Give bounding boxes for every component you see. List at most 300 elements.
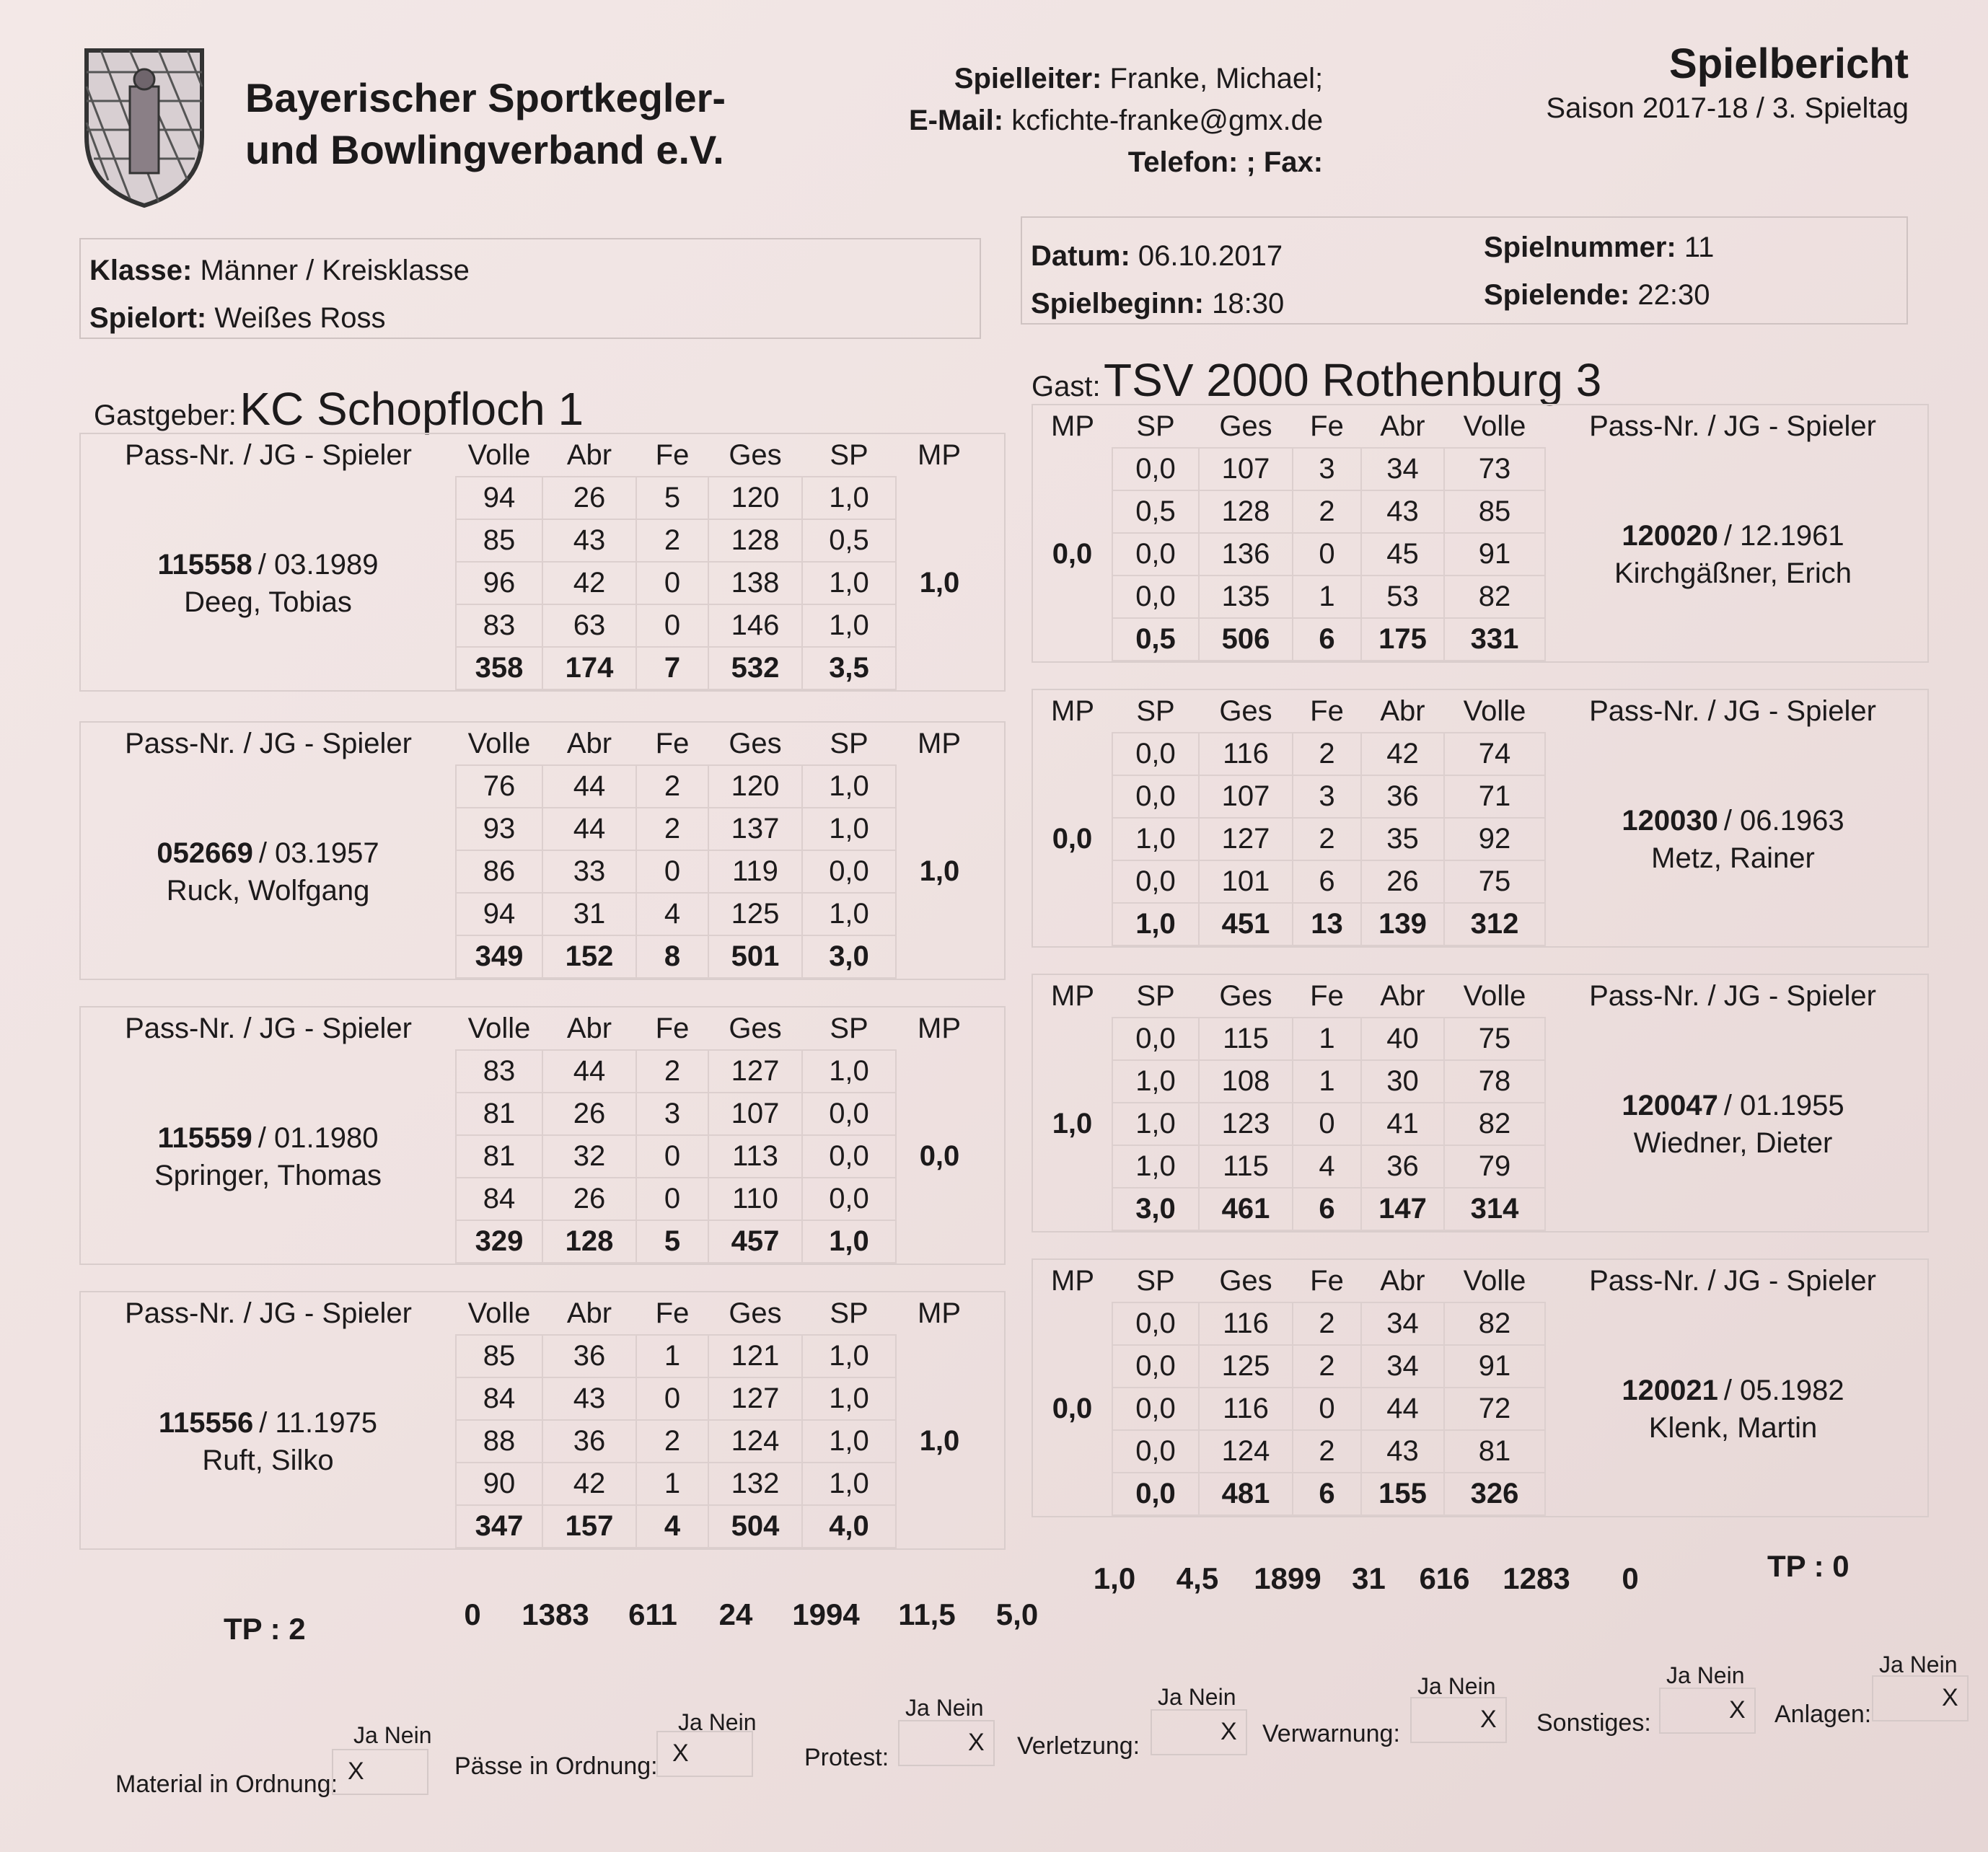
score-cell: 0,0 <box>1112 576 1199 618</box>
score-cell: 43 <box>542 519 636 562</box>
score-cell: 3,5 <box>802 647 896 689</box>
column-header: Fe <box>655 438 690 471</box>
score-cell: 4 <box>636 1505 708 1548</box>
score-cell: 127 <box>708 1377 802 1420</box>
home-player-block <box>79 721 1006 980</box>
score-cell: 33 <box>542 850 636 893</box>
pass-number: 120030 <box>1622 804 1718 837</box>
score-cell: 2 <box>636 808 708 850</box>
column-header: Ges <box>1219 1264 1272 1297</box>
score-cell: 4 <box>1293 1145 1361 1188</box>
nein-mark: X <box>672 1739 689 1767</box>
score-cell: 108 <box>1199 1060 1293 1103</box>
score-cell: 75 <box>1444 860 1545 903</box>
score-cell: 127 <box>708 1050 802 1093</box>
column-header: Abr <box>566 1297 612 1329</box>
score-cell: 1,0 <box>802 1220 896 1263</box>
column-header: MP <box>1051 695 1094 727</box>
score-cell: 124 <box>708 1420 802 1463</box>
spielleiter-value: Franke, Michael; <box>1109 63 1324 94</box>
total-value: 5,0 <box>995 1597 1039 1631</box>
score-cell: 1,0 <box>802 1377 896 1420</box>
column-header: MP <box>918 728 961 759</box>
score-cell: 457 <box>708 1220 802 1263</box>
score-cell: 119 <box>708 850 802 893</box>
yes-no-checkbox[interactable] <box>1410 1697 1507 1743</box>
score-cell: 26 <box>542 1178 636 1220</box>
pass-number: 115559 <box>157 1121 252 1154</box>
score-cell: 82 <box>1444 1103 1545 1145</box>
score-cell: 0,0 <box>1112 533 1199 576</box>
column-header: Volle <box>1463 979 1526 1012</box>
spielbeginn-label: Spielbeginn: <box>1031 288 1204 319</box>
score-cell: 0,0 <box>1112 860 1199 903</box>
score-cell: 93 <box>456 808 542 850</box>
score-cell: 0 <box>636 1377 708 1420</box>
home-player-block <box>79 1006 1006 1265</box>
column-header: Abr <box>566 438 612 471</box>
match-info-box <box>79 238 981 339</box>
yes-no-checkbox[interactable] <box>1151 1709 1247 1755</box>
datum-label: Datum: <box>1031 240 1130 272</box>
match-points: 0,0 <box>1052 538 1093 570</box>
birth-date: / 05.1982 <box>1723 1374 1844 1406</box>
yes-no-checkbox[interactable] <box>1659 1688 1756 1734</box>
score-cell: 0,0 <box>1112 1388 1199 1430</box>
score-cell: 81 <box>456 1093 542 1135</box>
checkbox-label: Material in Ordnung: <box>115 1771 338 1798</box>
score-cell: 86 <box>456 850 542 893</box>
birth-date: / 01.1955 <box>1723 1089 1844 1121</box>
score-cell: 85 <box>1444 490 1545 533</box>
column-header: Ges <box>729 438 782 471</box>
score-cell: 72 <box>1444 1388 1545 1430</box>
score-cell: 481 <box>1199 1473 1293 1515</box>
score-cell: 43 <box>1361 490 1444 533</box>
score-cell: 8 <box>636 935 708 978</box>
table-row <box>81 477 982 519</box>
score-cell: 88 <box>456 1420 542 1463</box>
score-cell: 3,0 <box>802 935 896 978</box>
score-cell: 6 <box>1293 860 1361 903</box>
column-header: Volle <box>1463 410 1526 442</box>
telefon-label: Telefon: <box>1127 146 1239 178</box>
match-points: 1,0 <box>919 855 960 887</box>
score-cell: 13 <box>1293 903 1361 945</box>
column-header: Pass-Nr. / JG - Spieler <box>1589 980 1876 1012</box>
column-header: Fe <box>655 727 690 759</box>
table-row <box>1033 1302 1920 1345</box>
score-cell: 36 <box>542 1420 636 1463</box>
yes-no-checkbox[interactable] <box>656 1731 753 1777</box>
match-points: 0,0 <box>919 1140 960 1172</box>
score-cell: 136 <box>1199 533 1293 576</box>
score-cell: 2 <box>636 519 708 562</box>
score-cell: 2 <box>1293 818 1361 860</box>
column-header: MP <box>1051 410 1094 442</box>
score-cell: 41 <box>1361 1103 1444 1145</box>
score-cell: 90 <box>456 1463 542 1505</box>
score-cell: 329 <box>456 1220 542 1263</box>
player-cell <box>81 1050 456 1263</box>
birth-date: / 03.1989 <box>258 548 379 581</box>
column-header: Ges <box>729 1297 782 1329</box>
home-player-table <box>81 723 982 979</box>
score-cell: 6 <box>1293 618 1361 661</box>
score-cell: 0,0 <box>802 1178 896 1220</box>
total-value: 611 <box>628 1597 677 1631</box>
score-cell: 1,0 <box>802 604 896 647</box>
score-cell: 349 <box>456 935 542 978</box>
score-cell: 107 <box>1199 448 1293 490</box>
score-cell: 78 <box>1444 1060 1545 1103</box>
nein-mark: X <box>1942 1684 1958 1711</box>
column-header: SP <box>830 1297 868 1329</box>
score-cell: 0,0 <box>1112 1302 1199 1345</box>
column-header: Pass-Nr. / JG - Spieler <box>125 439 412 471</box>
player-name: Ruft, Silko <box>202 1444 334 1476</box>
column-header: Volle <box>1463 1264 1526 1297</box>
table-row <box>81 1050 982 1093</box>
column-header: SP <box>1136 410 1175 442</box>
player-cell <box>1545 1302 1920 1515</box>
column-header: Fe <box>1310 979 1344 1012</box>
column-header: Abr <box>1380 1264 1425 1297</box>
score-cell: 347 <box>456 1505 542 1548</box>
yes-no-checkbox[interactable] <box>898 1720 995 1766</box>
total-value: 0 <box>1622 1561 1639 1595</box>
column-header: Ges <box>729 1012 782 1044</box>
score-cell: 81 <box>456 1135 542 1178</box>
score-cell: 461 <box>1199 1188 1293 1230</box>
score-cell: 0,0 <box>1112 448 1199 490</box>
score-cell: 83 <box>456 604 542 647</box>
score-cell: 3,0 <box>1112 1188 1199 1230</box>
score-cell: 42 <box>1361 733 1444 775</box>
yes-no-checkbox[interactable] <box>332 1749 428 1795</box>
score-cell: 3 <box>636 1093 708 1135</box>
score-cell: 123 <box>1199 1103 1293 1145</box>
score-cell: 125 <box>1199 1345 1293 1388</box>
organization-name <box>245 72 726 176</box>
score-cell: 128 <box>1199 490 1293 533</box>
column-header: Ges <box>729 727 782 759</box>
ja-nein-header: Ja Nein <box>1879 1652 1958 1677</box>
nein-mark: X <box>1729 1696 1746 1724</box>
score-cell: 92 <box>1444 818 1545 860</box>
table-row <box>1033 733 1920 775</box>
score-cell: 1,0 <box>1112 818 1199 860</box>
spielnummer-value: 11 <box>1684 232 1715 263</box>
score-cell: 45 <box>1361 533 1444 576</box>
score-cell: 314 <box>1444 1188 1545 1230</box>
player-name: Ruck, Wolfgang <box>166 874 370 907</box>
score-cell: 91 <box>1444 1345 1545 1388</box>
checkbox-label: Verwarnung: <box>1262 1720 1400 1747</box>
score-cell: 120 <box>708 477 802 519</box>
score-cell: 3 <box>1293 775 1361 818</box>
match-points: 0,0 <box>1052 1393 1093 1424</box>
column-header: MP <box>1051 1265 1094 1297</box>
score-cell: 113 <box>708 1135 802 1178</box>
player-cell <box>81 765 456 978</box>
home-tp: TP : 2 <box>224 1612 306 1646</box>
table-row <box>81 765 982 808</box>
score-cell: 0,0 <box>1112 1473 1199 1515</box>
org-line-2: und Bowlingverband e.V. <box>245 127 724 172</box>
checkbox-label: Anlagen: <box>1774 1701 1872 1728</box>
bskv-logo-icon <box>79 43 209 209</box>
column-header: SP <box>1136 979 1175 1012</box>
score-cell: 0,0 <box>802 1093 896 1135</box>
spielende-label: Spielende: <box>1484 279 1630 311</box>
column-header: MP <box>1051 980 1094 1012</box>
score-cell: 31 <box>542 893 636 935</box>
datum-value: 06.10.2017 <box>1138 240 1283 272</box>
ja-nein-header: Ja Nein <box>1666 1662 1745 1688</box>
column-header: SP <box>1136 1264 1175 1297</box>
score-cell: 326 <box>1444 1473 1545 1515</box>
score-cell: 44 <box>542 1050 636 1093</box>
score-cell: 128 <box>542 1220 636 1263</box>
birth-date: / 03.1957 <box>258 837 379 869</box>
score-cell: 2 <box>636 1050 708 1093</box>
score-cell: 0 <box>1293 1388 1361 1430</box>
score-cell: 115 <box>1199 1018 1293 1060</box>
score-cell: 1 <box>1293 1060 1361 1103</box>
score-cell: 7 <box>636 647 708 689</box>
score-cell: 35 <box>1361 818 1444 860</box>
score-cell: 2 <box>636 765 708 808</box>
spielende-value: 22:30 <box>1637 279 1710 311</box>
checkbox-label: Pässe in Ordnung: <box>454 1752 658 1780</box>
column-header: Fe <box>655 1012 690 1044</box>
pass-number: 115558 <box>157 548 252 581</box>
player-cell <box>1545 1018 1920 1230</box>
checkbox-label: Protest: <box>804 1744 889 1771</box>
score-cell: 2 <box>1293 490 1361 533</box>
score-cell: 1 <box>636 1463 708 1505</box>
score-cell: 1,0 <box>802 1463 896 1505</box>
birth-date: / 12.1961 <box>1723 519 1844 552</box>
score-cell: 116 <box>1199 1302 1293 1345</box>
player-cell <box>81 1335 456 1548</box>
player-name: Kirchgäßner, Erich <box>1614 557 1852 589</box>
score-cell: 85 <box>456 1335 542 1377</box>
home-player-block <box>79 1291 1006 1550</box>
score-cell: 1,0 <box>802 1050 896 1093</box>
column-header: Ges <box>1219 979 1272 1012</box>
home-player-block <box>79 433 1006 692</box>
ja-nein-header: Ja Nein <box>353 1722 432 1748</box>
score-cell: 4 <box>636 893 708 935</box>
guest-totals <box>1075 1561 1673 1596</box>
column-header: Pass-Nr. / JG - Spieler <box>1589 1265 1876 1297</box>
player-name: Deeg, Tobias <box>184 586 352 618</box>
home-player-table <box>81 1007 982 1264</box>
score-cell: 1 <box>1293 576 1361 618</box>
birth-date: / 01.1980 <box>258 1121 379 1154</box>
org-line-1: Bayerischer Sportkegler- <box>245 75 726 120</box>
score-cell: 6 <box>1293 1473 1361 1515</box>
score-cell: 501 <box>708 935 802 978</box>
score-cell: 175 <box>1361 618 1444 661</box>
score-cell: 91 <box>1444 533 1545 576</box>
pass-number: 120047 <box>1622 1089 1718 1121</box>
score-cell: 96 <box>456 562 542 604</box>
score-cell: 0,0 <box>1112 733 1199 775</box>
ja-nein-header: Ja Nein <box>1158 1684 1236 1710</box>
column-header: Pass-Nr. / JG - Spieler <box>125 1013 412 1044</box>
contact-info <box>909 58 1323 183</box>
total-value: 1283 <box>1503 1561 1570 1595</box>
report-subtitle: Saison 2017-18 / 3. Spieltag <box>1546 92 1909 124</box>
email-label: E-Mail: <box>909 105 1004 136</box>
guest-player-table <box>1033 1260 1920 1516</box>
score-cell: 73 <box>1444 448 1545 490</box>
score-cell: 138 <box>708 562 802 604</box>
score-cell: 81 <box>1444 1430 1545 1473</box>
ja-nein-header: Ja Nein <box>678 1709 757 1735</box>
score-cell: 84 <box>456 1377 542 1420</box>
score-cell: 174 <box>542 647 636 689</box>
spielort-label: Spielort: <box>89 302 207 334</box>
score-cell: 26 <box>542 477 636 519</box>
score-cell: 132 <box>708 1463 802 1505</box>
guest-player-table <box>1033 975 1920 1231</box>
birth-date: / 11.1975 <box>259 1406 378 1439</box>
score-cell: 1,0 <box>802 477 896 519</box>
score-cell: 0 <box>636 1135 708 1178</box>
nein-mark: X <box>1480 1706 1497 1733</box>
score-cell: 26 <box>1361 860 1444 903</box>
column-header: Pass-Nr. / JG - Spieler <box>1589 410 1876 442</box>
score-cell: 1,0 <box>802 1335 896 1377</box>
table-row <box>81 1335 982 1377</box>
score-cell: 2 <box>1293 1345 1361 1388</box>
yes-no-checkbox[interactable] <box>1872 1675 1969 1721</box>
score-cell: 152 <box>542 935 636 978</box>
score-cell: 1,0 <box>1112 903 1199 945</box>
score-cell: 116 <box>1199 1388 1293 1430</box>
score-cell: 135 <box>1199 576 1293 618</box>
score-cell: 0 <box>1293 1103 1361 1145</box>
score-cell: 4,0 <box>802 1505 896 1548</box>
total-value: 1,0 <box>1093 1561 1136 1595</box>
score-cell: 1,0 <box>1112 1103 1199 1145</box>
match-points: 1,0 <box>919 1425 960 1457</box>
score-cell: 155 <box>1361 1473 1444 1515</box>
column-header: MP <box>918 1297 961 1329</box>
score-cell: 312 <box>1444 903 1545 945</box>
score-cell: 1,0 <box>802 808 896 850</box>
score-cell: 1,0 <box>802 1420 896 1463</box>
score-cell: 157 <box>542 1505 636 1548</box>
score-cell: 115 <box>1199 1145 1293 1188</box>
column-header: Abr <box>1380 694 1425 727</box>
score-cell: 0 <box>636 604 708 647</box>
score-cell: 121 <box>708 1335 802 1377</box>
score-cell: 0 <box>636 850 708 893</box>
score-cell: 5 <box>636 1220 708 1263</box>
score-cell: 0,0 <box>1112 1018 1199 1060</box>
total-value: 24 <box>718 1597 753 1631</box>
score-cell: 34 <box>1361 1345 1444 1388</box>
checkbox-label: Sonstiges: <box>1536 1709 1651 1737</box>
total-value: 616 <box>1419 1561 1470 1595</box>
player-name: Metz, Rainer <box>1651 842 1815 874</box>
score-cell: 44 <box>1361 1388 1444 1430</box>
total-value: 4,5 <box>1176 1561 1219 1595</box>
guest-player-block <box>1032 974 1929 1233</box>
score-cell: 94 <box>456 893 542 935</box>
score-cell: 139 <box>1361 903 1444 945</box>
score-cell: 116 <box>1199 733 1293 775</box>
ja-nein-header: Ja Nein <box>905 1695 984 1721</box>
player-name: Klenk, Martin <box>1648 1411 1818 1444</box>
column-header: Volle <box>467 1297 531 1329</box>
score-cell: 1 <box>636 1335 708 1377</box>
score-cell: 34 <box>1361 1302 1444 1345</box>
player-name: Springer, Thomas <box>154 1159 382 1191</box>
guest-player-block <box>1032 1258 1929 1517</box>
player-cell <box>1545 733 1920 945</box>
score-cell: 26 <box>542 1093 636 1135</box>
total-value: 31 <box>1352 1561 1386 1595</box>
column-header: Ges <box>1219 694 1272 727</box>
column-header: Abr <box>566 727 612 759</box>
score-cell: 125 <box>708 893 802 935</box>
guest-player-table <box>1033 690 1920 946</box>
score-cell: 0 <box>636 1178 708 1220</box>
table-row <box>1033 448 1920 490</box>
column-header: Volle <box>467 727 531 759</box>
score-cell: 2 <box>1293 1302 1361 1345</box>
score-cell: 0 <box>636 562 708 604</box>
guest-label: Gast: <box>1032 371 1101 402</box>
score-cell: 146 <box>708 604 802 647</box>
report-title-block <box>1546 40 1909 125</box>
score-cell: 107 <box>708 1093 802 1135</box>
score-cell: 358 <box>456 647 542 689</box>
column-header: Fe <box>655 1297 690 1329</box>
match-points: 1,0 <box>919 567 960 599</box>
player-cell <box>81 477 456 689</box>
score-cell: 0 <box>1293 533 1361 576</box>
total-value: 1994 <box>792 1597 860 1631</box>
home-player-table <box>81 434 982 690</box>
score-cell: 0,5 <box>1112 618 1199 661</box>
score-cell: 110 <box>708 1178 802 1220</box>
score-cell: 82 <box>1444 1302 1545 1345</box>
pass-number: 115556 <box>158 1406 254 1439</box>
score-cell: 1,0 <box>802 893 896 935</box>
score-cell: 36 <box>542 1335 636 1377</box>
score-cell: 1,0 <box>1112 1145 1199 1188</box>
player-name: Wiedner, Dieter <box>1633 1126 1833 1159</box>
score-cell: 0,0 <box>1112 775 1199 818</box>
score-cell: 3 <box>1293 448 1361 490</box>
score-cell: 82 <box>1444 576 1545 618</box>
score-cell: 0,5 <box>1112 490 1199 533</box>
column-header: Abr <box>1380 410 1425 442</box>
spielbeginn-value: 18:30 <box>1212 288 1285 319</box>
report-title: Spielbericht <box>1669 40 1909 87</box>
column-header: MP <box>918 1013 961 1044</box>
match-points: 0,0 <box>1052 823 1093 855</box>
score-cell: 128 <box>708 519 802 562</box>
score-cell: 43 <box>1361 1430 1444 1473</box>
